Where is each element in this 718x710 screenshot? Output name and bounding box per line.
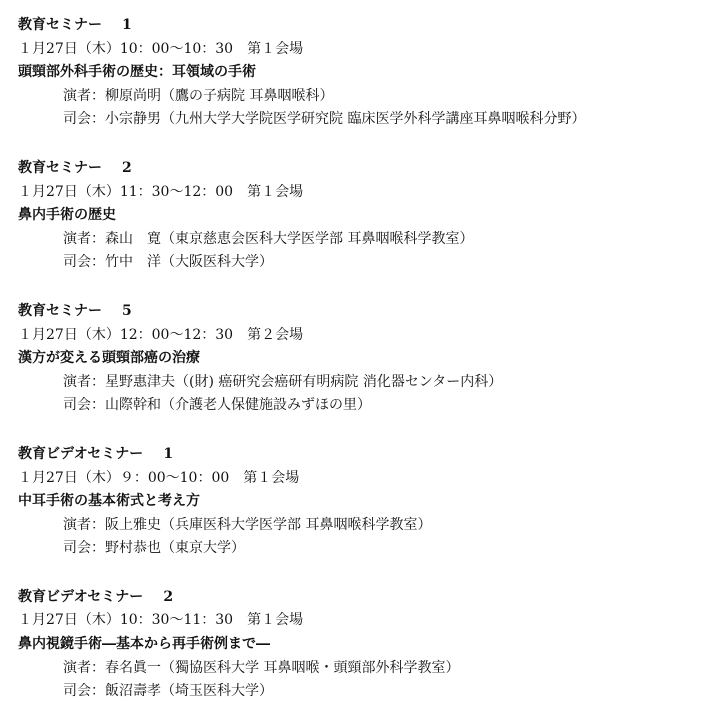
seminar-series: 教育ビデオセミナー <box>18 445 144 462</box>
seminar-schedule: １月27日（木）12：00～12：30 第２会場 <box>18 326 304 343</box>
seminar-speaker: 演者：星野惠津夫（(財) 癌研究会癌研有明病院 消化器センター内科） <box>63 373 503 390</box>
seminar-schedule: １月27日（木）９：00～10：00 第１会場 <box>18 469 300 486</box>
seminar-topic: 漢方が変える頭頸部癌の治療 <box>18 350 200 367</box>
seminar-chair: 司会：飯沼壽孝（埼玉医科大学） <box>63 683 273 700</box>
seminar-title <box>18 300 718 324</box>
seminar-topic: 中耳手術の基本術式と考え方 <box>18 493 200 510</box>
seminar-schedule: １月27日（木）10：30～11：30 第１会場 <box>18 612 304 629</box>
seminar-number: 2 <box>163 588 174 605</box>
seminar-block <box>18 586 718 704</box>
seminar-number: 5 <box>122 302 132 319</box>
seminar-block <box>18 443 718 561</box>
seminar-chair: 司会：小宗静男（九州大学大学院医学研究院 臨床医学外科学講座耳鼻咽喉科分野） <box>63 111 586 128</box>
seminar-schedule: １月27日（木）11：30～12：00 第１会場 <box>18 183 304 200</box>
seminar-title <box>18 586 718 610</box>
seminar-speaker: 演者：阪上雅史（兵庫医科大学医学部 耳鼻咽喉科学教室） <box>63 516 432 533</box>
seminar-series: 教育セミナー <box>18 17 102 33</box>
seminar-chair: 司会：竹中 洋（大阪医科大学） <box>63 254 273 271</box>
seminar-topic: 鼻内手術の歴史 <box>18 207 116 224</box>
seminar-schedule: １月27日（木）10：00～10：30 第１会場 <box>18 40 304 57</box>
seminar-number: 2 <box>122 159 132 176</box>
seminar-chair: 司会：山際幹和（介護老人保健施設みずほの里） <box>63 397 371 414</box>
seminar-topic: 頭頸部外科手術の歴史：耳領域の手術 <box>18 64 256 81</box>
seminar-number: 1 <box>122 17 132 33</box>
seminar-topic: 鼻内視鏡手術―基本から再手術例まで― <box>18 636 270 653</box>
seminar-series: 教育セミナー <box>18 159 102 176</box>
seminar-title <box>18 157 718 181</box>
seminar-speaker: 演者：森山 寛（東京慈恵会医科大学医学部 耳鼻咽喉科学教室） <box>63 230 474 247</box>
seminar-chair: 司会：野村恭也（東京大学） <box>63 540 245 557</box>
seminar-block <box>18 300 718 418</box>
seminar-number: 1 <box>163 445 174 462</box>
seminar-series: 教育ビデオセミナー <box>18 588 144 605</box>
seminar-block <box>18 14 718 132</box>
seminar-speaker: 演者：柳原尚明（鷹の子病院 耳鼻咽喉科） <box>63 87 334 104</box>
seminar-title <box>18 14 718 38</box>
seminar-block <box>18 157 718 275</box>
seminar-speaker: 演者：春名眞一（獨協医科大学 耳鼻咽喉・頭頸部外科学教室） <box>63 659 460 676</box>
seminar-title <box>18 443 718 467</box>
seminar-series: 教育セミナー <box>18 302 102 319</box>
